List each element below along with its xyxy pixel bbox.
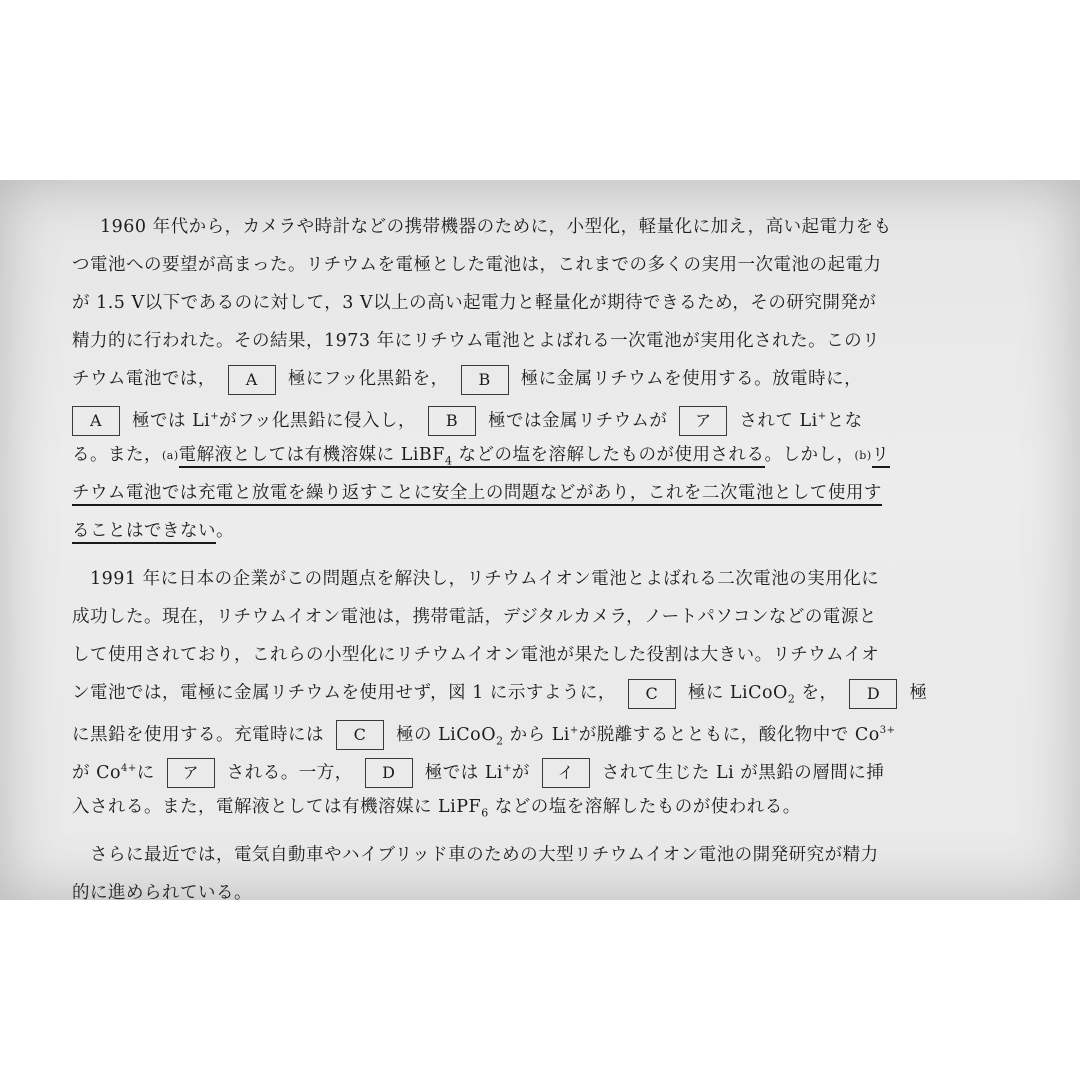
- text: 極では Li: [424, 762, 504, 783]
- text: 電解液としては有機溶媒に LiBF: [178, 445, 445, 465]
- blank-B: B: [461, 365, 509, 395]
- text-line: [72, 400, 863, 434]
- blank-i: イ: [542, 758, 590, 788]
- blank-D: D: [849, 679, 897, 709]
- text: つ電池への要望が高まった。リチウムを電極とした電池は，これまでの多くの実用一次電池の起電力: [72, 255, 882, 275]
- text-line: [72, 286, 876, 320]
- document-photo: [0, 180, 1080, 900]
- superscript: +: [503, 763, 512, 774]
- text-line: [72, 514, 234, 548]
- text: 成功した。現在，リチウムイオン電池は，携帯電話，デジタルカメラ，ノートパソコンなどの電源と: [72, 607, 877, 627]
- text-line: [72, 790, 801, 824]
- text: 精力的に行われた。その結果，1973 年にリチウム電池とよばれる一次電池が実用化された。このリ: [72, 331, 881, 351]
- subscript: 2: [496, 734, 504, 748]
- text: 極: [909, 683, 928, 703]
- blank-A: A: [72, 406, 120, 436]
- text: がフッ化黒鉛に侵入し，: [219, 410, 416, 431]
- marker-b: (b): [854, 449, 872, 462]
- text-line: [72, 438, 890, 472]
- text: 極の LiCoO: [396, 724, 497, 745]
- text: されて Li: [739, 410, 818, 431]
- text: が: [511, 762, 530, 783]
- text: 入される。また，電解液としては有機溶媒に LiPF: [72, 797, 482, 817]
- text-line: [72, 476, 882, 510]
- text: されて生じた Li が黒鉛の層間に挿: [601, 762, 885, 783]
- text-line: [72, 362, 862, 396]
- text: チウム電池では，: [72, 369, 216, 389]
- text: 1991 年に日本の企業がこの問題点を解決し，リチウムイオン電池とよばれる二次電池の実用化に: [90, 569, 880, 589]
- text-line: [72, 752, 884, 786]
- text: が Co: [72, 762, 121, 783]
- text-line: [72, 714, 896, 748]
- text: から Li: [503, 724, 570, 745]
- text: る。また，: [72, 445, 162, 465]
- text-line: [90, 838, 879, 872]
- superscript: 4+: [121, 763, 137, 774]
- text: に黒鉛を使用する。充電時には: [72, 724, 324, 745]
- text: される。一方，: [226, 762, 353, 783]
- text: 極に LiCoO: [687, 683, 788, 703]
- blank-A: A: [228, 365, 276, 395]
- text: 1960 年代から，カメラや時計などの携帯機器のために，小型化，軽量化に加え，高い起電力をも: [100, 217, 892, 237]
- text-line: [72, 600, 877, 634]
- blank-B: B: [428, 406, 476, 436]
- text-line: [72, 676, 927, 710]
- superscript: +: [210, 411, 220, 422]
- text: さらに最近では，電気自動車やハイブリッド車のための大型リチウムイオン電池の開発研究が精力: [90, 845, 879, 865]
- text: 極では金属リチウムが: [487, 410, 668, 431]
- text-line: [72, 324, 880, 358]
- text-line: [72, 248, 881, 282]
- blank-a: ア: [167, 758, 215, 788]
- text: などの塩を溶解したものが使われる。: [488, 797, 801, 817]
- blank-a: ア: [679, 406, 727, 436]
- text: 極に金属リチウムを使用する。放電時に，: [520, 369, 863, 389]
- text-line: [72, 638, 879, 672]
- blank-C: C: [628, 679, 676, 709]
- text-line: [72, 876, 252, 900]
- text: 的に進められている。: [72, 883, 252, 900]
- text: が 1.5 V以下であるのに対して，3 V以上の高い起電力と軽量化が期待できるため，その研究開発が: [72, 293, 877, 313]
- text: などの塩を溶解したものが使用される: [452, 445, 765, 465]
- subscript: 2: [787, 692, 796, 706]
- marker-a: (a): [162, 449, 179, 462]
- text-line: [90, 562, 879, 596]
- underlined-a: [179, 445, 765, 468]
- underlined-b: リ: [872, 445, 890, 468]
- underlined-b: ることはできない: [72, 521, 216, 544]
- text: 。: [216, 521, 234, 541]
- subscript: 4: [444, 454, 453, 468]
- text: が脱離するとともに，酸化物中で Co: [578, 724, 880, 745]
- superscript: 3+: [879, 725, 896, 736]
- superscript: +: [817, 411, 827, 422]
- blank-D: D: [365, 758, 413, 788]
- text: に: [136, 762, 155, 783]
- text: 極では Li: [132, 410, 211, 431]
- superscript: +: [569, 725, 579, 736]
- text-line: [100, 210, 892, 244]
- text: 。しかし，: [764, 445, 855, 465]
- text: を，: [795, 683, 838, 703]
- text: 極にフッ化黒鉛を，: [287, 369, 449, 389]
- underlined-b: チウム電池では充電と放電を繰り返すことに安全上の問題などがあり，これを二次電池として使用す: [72, 483, 882, 506]
- text: して使用されており，これらの小型化にリチウムイオン電池が果たした役割は大きい。リチウムイオ: [72, 645, 880, 665]
- blank-C: C: [336, 720, 384, 750]
- subscript: 6: [481, 806, 489, 820]
- text: とな: [826, 410, 863, 431]
- text: ン電池では，電極に金属リチウムを使用せず，図 1 に示すように，: [72, 683, 616, 703]
